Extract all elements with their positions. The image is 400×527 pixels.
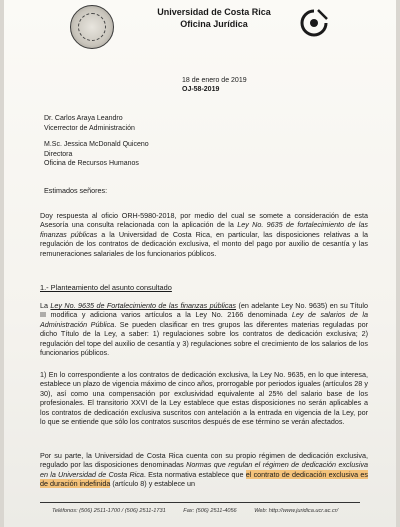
recipient-role: Vicerrector de Administración [44, 124, 135, 132]
date-block [182, 76, 247, 94]
section-heading: 1.- Planteamiento del asunto consultado [40, 283, 172, 292]
paragraph-2: 1) En lo correspondiente a los contratos de dedicación exclusiva, la Ley No. 9635, en lo que interesa, establece un plazo de vigencia máximo de cinco años, prorrogable por periodos iguales (artículos 28 y 30), así como una compensación por exclusividad equivalente al 25% del salario base de los profesionales. El transitorio XXVI de la Ley establece que estas disposiciones no serán aplicables a los contratos de dedicación exclusiva suscritos con antelación a la entrada en vigencia de la Ley, por lo que se entiende que sólo los contratos suscritos después de ese término se verán afectados. [40, 370, 368, 427]
footer-phones: Teléfonos: (506) 2511-1700 / (506) 2511-1731 [52, 508, 166, 514]
document-page [4, 0, 396, 527]
office-name: Oficina Jurídica [180, 19, 248, 29]
office-logo-icon [299, 8, 329, 38]
footer-web: Web: http://www.juridica.ucr.ac.cr/ [254, 508, 339, 514]
highlighted-text: el contrato de dedicación exclusiva es de duración indefinida [40, 469, 368, 489]
recipient-2 [44, 140, 149, 169]
reference-number: OJ-58-2019 [182, 86, 220, 93]
paragraph-1: La Ley No. 9635 de Fortalecimiento de las finanzas públicas (en adelante Ley No. 9635) en su Título III modifica y adiciona varios artículos a la Ley No. 2166 denominada Ley de salarios de la Administración Pública. Se pueden clasificar en tres grupos las diferentes materias reguladas por dicho Título de la Ley, a saber: 1) regulaciones sobre los contratos de dedicación exclusiva; 2) regulación del tope del auxilio de cesantía y 3) regulaciones sobre el crecimiento de los salarios de los funcionarios públicos. [40, 301, 368, 358]
letter-date: 18 de enero de 2019 [182, 77, 247, 84]
footer-fax: Fax: (506) 2511-4056 [183, 508, 237, 514]
footer [52, 508, 382, 514]
recipient-name: M.Sc. Jessica McDonald Quiceno [44, 141, 149, 148]
footer-divider [40, 502, 360, 503]
recipient-org: Oficina de Recursos Humanos [44, 160, 139, 167]
university-name: Universidad de Costa Rica [157, 7, 271, 17]
intro-paragraph: Doy respuesta al oficio ORH-5980-2018, por medio del cual se somete a consideración de esta Asesoría una consulta relacionada con la aplicación de la Ley No. 9635 de fortalecimiento de las finanzas públicas a la Universidad de Costa Rica, en particular, las disposiciones relativas a la regulación de los contratos de dedicación exclusiva, el monto del pago por auxilio de cesantía y las remuneraciones salariales de los funcionarios públicos. [40, 211, 369, 258]
letterhead [144, 6, 284, 30]
recipient-name: Dr. Carlos Araya Leandro [44, 115, 123, 122]
paragraph-3: Por su parte, la Universidad de Costa Rica cuenta con su propio régimen de dedicación exclusiva, regulado por las disposiciones denominadas Normas que regulan el régimen de dedicación exclusiva en la Universidad de Costa Rica. Esta normativa establece que el contrato de dedicación exclusiva es de duración indefinida (artículo 8) y establece un [40, 451, 369, 489]
recipient-1 [44, 114, 135, 133]
greeting: Estimados señores: [44, 186, 108, 195]
recipient-role: Directora [44, 150, 73, 158]
university-seal-icon [70, 5, 114, 49]
